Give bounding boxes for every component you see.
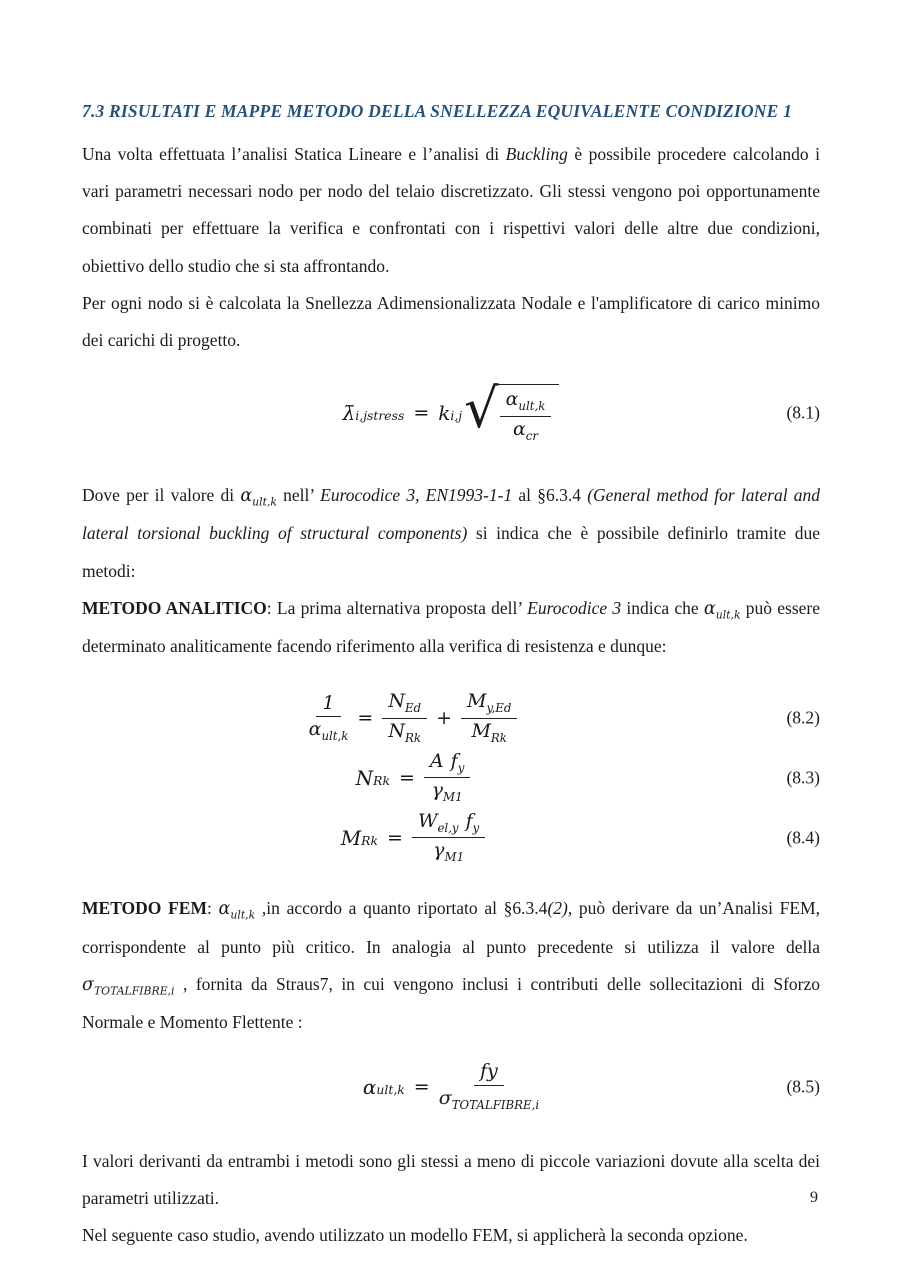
a-base: A	[429, 750, 444, 773]
w-subscript: el,y	[437, 820, 459, 835]
paragraph-dove-text-1: Dove per il valore di	[82, 485, 241, 506]
equals-sign: =	[387, 826, 403, 849]
paragraph-intro-text-1: Una volta effettuata l’analisi Statica Lineare e l’analisi di	[82, 143, 506, 164]
alpha-cr-subscript: cr	[525, 428, 538, 443]
paragraph-dove-text-4: si indica che è possibile definirlo tramite due metodi:	[82, 523, 820, 581]
section-heading: 7.3 RISULTATI E MAPPE METODO DELLA SNELLEZZA EQUIVALENTE CONDIZIONE 1	[82, 101, 793, 121]
general-method-citation: (General method for lateral and lateral torsional buckling of structural components)	[82, 485, 821, 544]
m-rk-subscript: Rk	[490, 730, 507, 745]
paragraph-snellezza-text: Per ogni nodo si è calcolata la Snellezza Adimensionalizzata Nodale e l'amplificatore di carico minimo dei carichi di progetto.	[82, 292, 820, 351]
n-base: N	[355, 765, 374, 790]
alpha-cr-base: α	[512, 417, 526, 440]
equation-number-8-3: (8.3)	[786, 767, 820, 788]
paragraph-valori	[82, 1143, 820, 1218]
m-base: M	[340, 825, 362, 850]
equation-8-3-formula	[356, 751, 471, 805]
fraction-alpha-ratio	[500, 389, 552, 443]
fraction-numerator: 1	[316, 693, 340, 718]
equation-8-4	[82, 811, 820, 865]
gamma-subscript: M1	[443, 790, 463, 805]
w-base: W	[417, 809, 438, 832]
f-subscript: y	[457, 760, 465, 775]
fraction-denominator	[471, 719, 506, 745]
equals-sign: =	[357, 707, 374, 730]
paragraph-analitico-text-2: indica che	[621, 597, 704, 618]
paragraph-fem-text-2: ,in accordo a quanto riportato al §6.3.4	[255, 898, 548, 919]
fraction-welyfy-over-gamma	[412, 811, 485, 865]
square-root	[464, 377, 559, 443]
lambda-subscript: i,jstress	[355, 408, 405, 424]
f-y-group	[450, 750, 465, 775]
alpha-subscript: ult,k	[715, 608, 741, 622]
f-y-group	[465, 809, 480, 835]
k-base: k	[438, 401, 451, 426]
k-subscript: i,j	[450, 408, 463, 424]
alpha-ultk-inline	[703, 598, 741, 622]
alpha-base: α	[240, 486, 253, 507]
m-yed-base: M	[466, 690, 487, 713]
equation-8-3	[82, 751, 820, 805]
equation-8-4-formula	[341, 811, 486, 865]
alpha-ultk-symbol	[363, 1075, 405, 1099]
fraction-afy-over-gamma	[424, 751, 470, 805]
fraction-fy-over-sigma	[439, 1061, 539, 1112]
paragraph-analitico-text-1: : La prima alternativa proposta dell’	[266, 597, 528, 618]
fraction-numerator	[500, 389, 552, 416]
paragraph-analitico-text-3: può essere determinato analiticamente facendo riferimento alla verifica di resistenza e dunque:	[82, 597, 820, 657]
gamma-base: γ	[431, 779, 444, 802]
paragraph-intro-text-2: è possibile procedere calcolando i vari parametri necessari nodo per nodo del telaio discretizzato. Gli stessi vengono poi opportunamente combinati per effettuare la verifica e confrontati con i rispettivi valori delle altre due condizioni, obiettivo dello studio che si sta affrontando.	[82, 143, 820, 276]
fraction-numerator	[424, 751, 470, 778]
paragraph-fem-text-4: , fornita da Straus7, in cui vengono inclusi i contributi delle sollecitazioni di Sforzo Normale e Momento Flettente :	[82, 973, 820, 1033]
eurocodice-3-reference: Eurocodice 3	[527, 597, 622, 618]
lambda-bar-symbol	[343, 401, 405, 425]
equation-number-8-2: (8.2)	[786, 707, 820, 728]
n-rk-symbol	[356, 766, 390, 790]
equation-8-1-formula	[342, 377, 560, 443]
sigma-base: σ	[438, 1087, 452, 1110]
n-rk-subscript: Rk	[405, 730, 421, 745]
n-ed-subscript: Ed	[404, 701, 422, 716]
fraction-denominator	[388, 719, 421, 745]
alpha-subscript: ult,k	[321, 729, 349, 744]
n-ed-base: N	[388, 690, 405, 713]
equation-8-5	[82, 1061, 820, 1112]
n-rk-base: N	[388, 719, 405, 742]
metodo-analitico-label: METODO ANALITICO	[82, 597, 267, 618]
metodo-fem-label: METODO FEM	[82, 898, 207, 919]
alpha-ultk-subscript: ult,k	[518, 399, 546, 414]
radical-sign-icon: √	[464, 377, 499, 441]
alpha-subscript: ult,k	[230, 908, 256, 922]
fraction-denominator	[432, 778, 463, 804]
paragraph-conclusione	[82, 1217, 820, 1254]
sigma-base: σ	[82, 974, 94, 995]
page-number: 9	[810, 1189, 818, 1206]
fraction-denominator	[439, 1086, 539, 1112]
radicand	[495, 384, 560, 443]
eurocodice-reference: Eurocodice 3, EN1993-1-1	[320, 485, 513, 506]
f-base: f	[450, 750, 458, 773]
alpha-subscript: ult,k	[376, 1082, 405, 1098]
paragraph-conclusione-text: Nel seguente caso studio, avendo utilizzato un modello FEM, si applicherà la seconda opzione.	[82, 1225, 748, 1246]
equals-sign: =	[413, 402, 430, 425]
fraction-one-over-alpha	[309, 693, 349, 744]
equals-sign: =	[413, 1076, 430, 1099]
k-coefficient	[438, 401, 462, 425]
equation-number-8-4: (8.4)	[786, 827, 820, 848]
equation-number-8-1: (8.1)	[786, 402, 820, 423]
sigma-subscript: TOTALFIBRE,i	[93, 984, 175, 998]
sigma-subscript: TOTALFIBRE,i	[451, 1098, 540, 1113]
paragraph-fem-text-1: :	[206, 898, 219, 919]
equation-number-8-5: (8.5)	[786, 1076, 820, 1097]
alpha-base: α	[703, 598, 716, 619]
paragraph-dove-text-2: nell’	[276, 485, 321, 506]
gamma-base: γ	[433, 839, 445, 862]
w-ely-group	[417, 809, 459, 835]
sigma-totalfibre-inline	[82, 974, 175, 998]
fraction-denominator	[433, 838, 464, 864]
paragraph-fem-text-3: , può derivare da un’Analisi FEM, corrispondente al punto più critico. In analogia al punto precedente si utilizza il valore della	[82, 898, 820, 957]
gamma-subscript: M1	[444, 849, 465, 864]
paragraph-valori-text: I valori derivanti da entrambi i metodi sono gli stessi a meno di piccole variazioni dovute alla scelta dei parametri utilizzati.	[82, 1150, 820, 1208]
term-buckling: Buckling	[505, 143, 568, 164]
alpha-base: α	[308, 718, 322, 741]
m-subscript: Rk	[361, 832, 379, 848]
lambda-bar-base: λ̄	[342, 401, 356, 426]
paragraph-snellezza	[82, 285, 820, 360]
m-yed-subscript: y,Ed	[486, 701, 512, 716]
fraction-numerator	[461, 691, 517, 718]
equals-sign: =	[398, 766, 415, 789]
paragraph-dove-text-3: al §6.3.4	[512, 485, 588, 506]
fraction-numerator	[412, 811, 485, 838]
plus-sign: +	[436, 707, 452, 730]
f-base: f	[465, 809, 473, 832]
alpha-base: α	[362, 1075, 377, 1100]
alpha-base: α	[218, 899, 231, 920]
fraction-denominator	[513, 417, 538, 443]
equation-8-5-formula	[363, 1061, 539, 1112]
equation-8-2	[82, 691, 820, 745]
paragraph-metodo-analitico	[82, 590, 820, 666]
paragraph-intro	[82, 136, 820, 285]
m-rk-symbol	[341, 826, 378, 850]
fraction-numerator: fy	[474, 1061, 504, 1086]
paragraph-metodo-fem	[82, 890, 820, 1041]
paragraph-dove	[82, 477, 820, 590]
equation-8-2-formula	[309, 691, 518, 745]
equation-8-1	[82, 377, 820, 443]
alpha-ultk-base: α	[505, 388, 519, 411]
fraction-ned-over-nrk	[382, 691, 427, 745]
alpha-subscript: ult,k	[252, 495, 277, 509]
alpha-ultk-inline	[218, 899, 256, 922]
paragraph-citation-2: (2)	[547, 898, 568, 919]
m-rk-base: M	[471, 719, 491, 742]
alpha-ultk-inline	[240, 486, 277, 509]
fraction-myed-over-mrk	[461, 691, 517, 745]
f-subscript: y	[472, 820, 480, 835]
fraction-denominator	[309, 717, 349, 743]
fraction-numerator	[382, 691, 427, 718]
n-subscript: Rk	[373, 772, 390, 788]
